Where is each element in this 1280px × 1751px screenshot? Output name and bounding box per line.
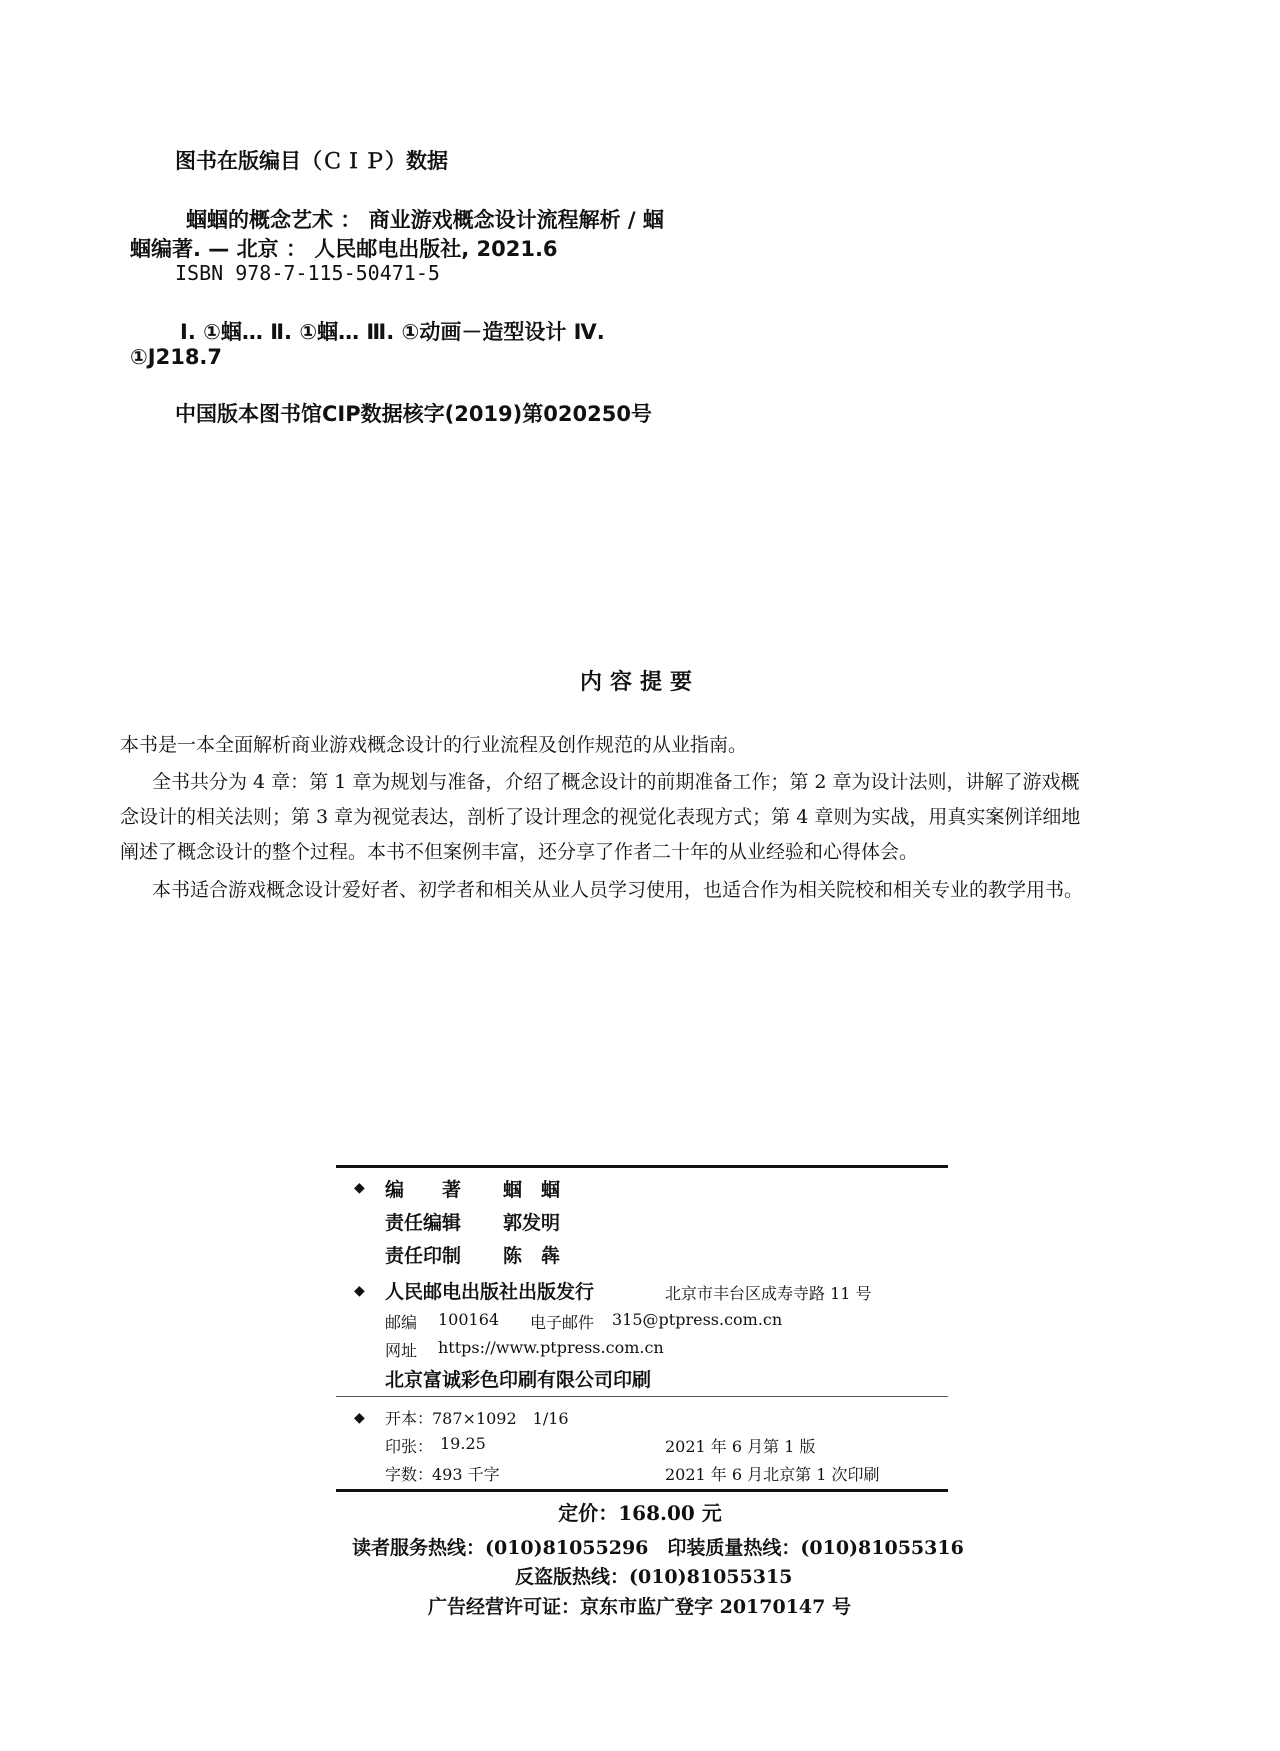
editor-name: 郭发明 <box>503 1212 561 1234</box>
postcode: 100164 <box>438 1310 500 1329</box>
colophon-bottom-rule <box>336 1489 948 1492</box>
words: 493 千字 <box>432 1465 500 1484</box>
publisher-address: 北京市丰台区成寿寺路 11 号 <box>665 1284 872 1303</box>
print-manager-name: 陈 犇 <box>503 1245 561 1267</box>
colophon-top-rule <box>336 1165 948 1168</box>
cip-classification-line: Ⅰ. ①蝈… Ⅱ. ①蝈… Ⅲ. ①动画－造型设计 Ⅳ. <box>180 320 605 344</box>
words-label: 字数： <box>385 1465 434 1484</box>
cip-author-publisher-line: 蝈编著. — 北京 ： 人民邮电出版社, 2021.6 <box>130 237 558 261</box>
price: 定价：168.00 元 <box>558 1501 722 1525</box>
summary-paragraph-2-line-1: 全书共分为 4 章：第 1 章为规划与准备，介绍了概念设计的前期准备工作；第 2 章为设计法则，讲解了游戏概 <box>152 771 1080 793</box>
printer: 北京富诚彩色印刷有限公司印刷 <box>385 1369 652 1391</box>
hotline-anti-piracy: 反盗版热线：(010)81055315 <box>515 1566 793 1588</box>
cip-isbn: ISBN 978-7-115-50471-5 <box>175 261 440 285</box>
print-manager-label: 责任印制 <box>385 1245 462 1267</box>
format: 787×1092 1/16 <box>432 1409 569 1428</box>
hotline-service-quality: 读者服务热线：(010)81055296 印装质量热线：(010)81055316 <box>352 1537 964 1559</box>
diamond-bullet-icon: ◆ <box>354 1283 365 1299</box>
cip-book-title-line: 蝈蝈的概念艺术 ： 商业游戏概念设计流程解析 / 蝈 <box>186 208 664 232</box>
author-name: 蝈 蝈 <box>503 1179 561 1201</box>
email: 315@ptpress.com.cn <box>612 1310 783 1329</box>
web-label: 网址 <box>385 1341 418 1360</box>
format-label: 开本： <box>385 1409 434 1428</box>
advertising-license: 广告经营许可证：京东市监广登字 20170147 号 <box>428 1596 851 1618</box>
colophon-divider <box>336 1396 948 1397</box>
printing: 2021 年 6 月北京第 1 次印刷 <box>665 1465 880 1484</box>
author-label: 编 著 <box>385 1179 462 1201</box>
editor-label: 责任编辑 <box>385 1212 462 1234</box>
diamond-bullet-icon: ◆ <box>354 1410 365 1426</box>
edition: 2021 年 6 月第 1 版 <box>665 1437 816 1456</box>
summary-paragraph-2-line-2: 念设计的相关法则；第 3 章为视觉表达，剖析了设计理念的视觉化表现方式；第 4 章则为实战，用真实案例详细地 <box>120 806 1081 828</box>
publisher: 人民邮电出版社出版发行 <box>385 1281 595 1303</box>
website: https://www.ptpress.com.cn <box>438 1338 664 1357</box>
summary-paragraph-3: 本书适合游戏概念设计爱好者、初学者和相关从业人员学习使用，也适合作为相关院校和相关专业的教学用书。 <box>152 879 1084 901</box>
diamond-bullet-icon: ◆ <box>354 1180 365 1196</box>
cip-classification-code: ①J218.7 <box>130 345 223 369</box>
email-label: 电子邮件 <box>530 1313 595 1332</box>
summary-paragraph-2-line-3: 阐述了概念设计的整个过程。本书不但案例丰富，还分享了作者二十年的从业经验和心得体会。 <box>120 841 919 863</box>
sheets-label: 印张： <box>385 1437 434 1456</box>
cip-title: 图书在版编目（ＣＩＰ）数据 <box>175 149 448 173</box>
summary-title: 内容提要 <box>579 670 700 695</box>
postcode-label: 邮编 <box>385 1313 418 1332</box>
cip-record-number: 中国版本图书馆CIP数据核字(2019)第020250号 <box>175 402 652 426</box>
summary-paragraph-1: 本书是一本全面解析商业游戏概念设计的行业流程及创作规范的从业指南。 <box>120 734 748 756</box>
sheets: 19.25 <box>440 1434 486 1453</box>
